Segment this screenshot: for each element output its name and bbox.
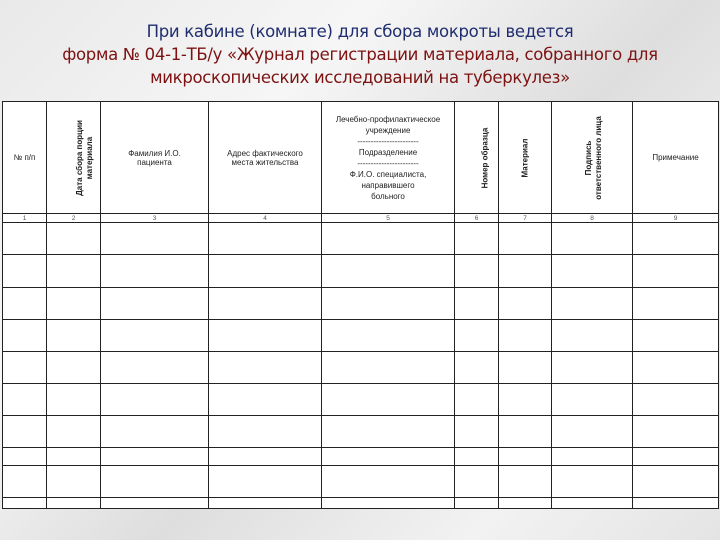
table-cell	[552, 288, 633, 320]
table-cell	[101, 384, 209, 416]
table-cell	[209, 384, 322, 416]
table-cell	[455, 466, 499, 498]
slide-title	[0, 20, 720, 89]
table-cell	[633, 384, 719, 416]
table-cell	[633, 466, 719, 498]
table-cell	[633, 352, 719, 384]
table-cell	[499, 416, 552, 448]
table-row	[3, 498, 719, 509]
header-signature: Подпись ответственного лица	[552, 102, 633, 214]
table-cell	[552, 255, 633, 288]
table-cell	[455, 498, 499, 509]
table-row	[3, 223, 719, 255]
header-date: Дата сбора порции материала	[47, 102, 101, 214]
column-number: 9	[633, 214, 719, 223]
table-cell	[3, 416, 47, 448]
table-cell	[499, 466, 552, 498]
title-line-1: При кабине (комнате) для сбора мокроты ведется	[146, 22, 574, 41]
table-cell	[47, 466, 101, 498]
table-cell	[3, 288, 47, 320]
table-row	[3, 448, 719, 466]
table-row	[3, 416, 719, 448]
registration-journal-table	[2, 101, 719, 509]
column-number: 3	[101, 214, 209, 223]
table-cell	[3, 352, 47, 384]
header-institution: Лечебно-профилактическое учреждение ----------------------- Подразделение ----------------------- Ф.И.О. специалиста, направившего больного	[322, 102, 455, 214]
table-cell	[633, 416, 719, 448]
header-row	[3, 102, 719, 214]
table-cell	[552, 448, 633, 466]
table-cell	[209, 223, 322, 255]
table-cell	[209, 352, 322, 384]
table-cell	[101, 255, 209, 288]
table-cell	[633, 288, 719, 320]
table-cell	[101, 448, 209, 466]
table-cell	[455, 288, 499, 320]
table-cell	[209, 416, 322, 448]
table-cell	[47, 448, 101, 466]
table-cell	[209, 255, 322, 288]
table-cell	[552, 384, 633, 416]
table-cell	[633, 448, 719, 466]
table-cell	[101, 223, 209, 255]
table-row	[3, 255, 719, 288]
table-cell	[47, 320, 101, 352]
column-number-row	[3, 214, 719, 223]
table-cell	[633, 255, 719, 288]
table-cell	[3, 498, 47, 509]
table-row	[3, 466, 719, 498]
table-cell	[322, 352, 455, 384]
table-cell	[455, 448, 499, 466]
header-note: Примечание	[633, 102, 719, 214]
table-cell	[552, 416, 633, 448]
table-cell	[101, 320, 209, 352]
header-number: № п/п	[3, 102, 47, 214]
table-cell	[552, 466, 633, 498]
table-cell	[499, 384, 552, 416]
table-cell	[322, 498, 455, 509]
table-cell	[3, 255, 47, 288]
table-cell	[499, 223, 552, 255]
table-cell	[3, 320, 47, 352]
table-cell	[322, 223, 455, 255]
table-cell	[552, 352, 633, 384]
table-cell	[3, 384, 47, 416]
table-cell	[209, 466, 322, 498]
table-cell	[499, 448, 552, 466]
table-cell	[499, 320, 552, 352]
table-cell	[499, 498, 552, 509]
title-line-3: микроскопических исследований на туберкулез»	[150, 68, 570, 87]
table-cell	[47, 255, 101, 288]
table-cell	[47, 288, 101, 320]
table-row	[3, 320, 719, 352]
column-number: 6	[455, 214, 499, 223]
table-row	[3, 384, 719, 416]
table-cell	[322, 448, 455, 466]
table-cell	[455, 223, 499, 255]
table-cell	[455, 320, 499, 352]
column-number: 1	[3, 214, 47, 223]
table-cell	[322, 288, 455, 320]
table-cell	[633, 498, 719, 509]
column-number: 2	[47, 214, 101, 223]
table-cell	[455, 255, 499, 288]
table-cell	[633, 320, 719, 352]
column-number: 4	[209, 214, 322, 223]
table-cell	[322, 320, 455, 352]
header-material: Материал	[499, 102, 552, 214]
table-cell	[209, 448, 322, 466]
table-cell	[47, 352, 101, 384]
header-address: Адрес фактического места жительства	[209, 102, 322, 214]
table-row	[3, 288, 719, 320]
table-cell	[455, 384, 499, 416]
table-cell	[322, 384, 455, 416]
table-cell	[322, 255, 455, 288]
table-cell	[209, 288, 322, 320]
table-cell	[552, 498, 633, 509]
table-cell	[3, 448, 47, 466]
table-cell	[101, 352, 209, 384]
table-cell	[552, 223, 633, 255]
table-row	[3, 352, 719, 384]
table-cell	[47, 416, 101, 448]
table-cell	[499, 255, 552, 288]
column-number: 8	[552, 214, 633, 223]
table-cell	[455, 352, 499, 384]
table-cell	[3, 223, 47, 255]
table-cell	[552, 320, 633, 352]
table-cell	[322, 466, 455, 498]
table-cell	[499, 352, 552, 384]
header-sample-number: Номер образца	[455, 102, 499, 214]
table-cell	[322, 416, 455, 448]
table-cell	[209, 498, 322, 509]
table-cell	[101, 466, 209, 498]
table-cell	[47, 498, 101, 509]
table-cell	[101, 416, 209, 448]
table-cell	[633, 223, 719, 255]
header-patient-name: Фамилия И.О. пациента	[101, 102, 209, 214]
table-cell	[47, 223, 101, 255]
column-number: 7	[499, 214, 552, 223]
table-cell	[101, 288, 209, 320]
table-cell	[209, 320, 322, 352]
table-cell	[101, 498, 209, 509]
table-cell	[499, 288, 552, 320]
table-cell	[455, 416, 499, 448]
table-cell	[3, 466, 47, 498]
title-line-2: форма № 04-1-ТБ/у «Журнал регистрации материала, собранного для	[62, 45, 658, 64]
column-number: 5	[322, 214, 455, 223]
table-cell	[47, 384, 101, 416]
